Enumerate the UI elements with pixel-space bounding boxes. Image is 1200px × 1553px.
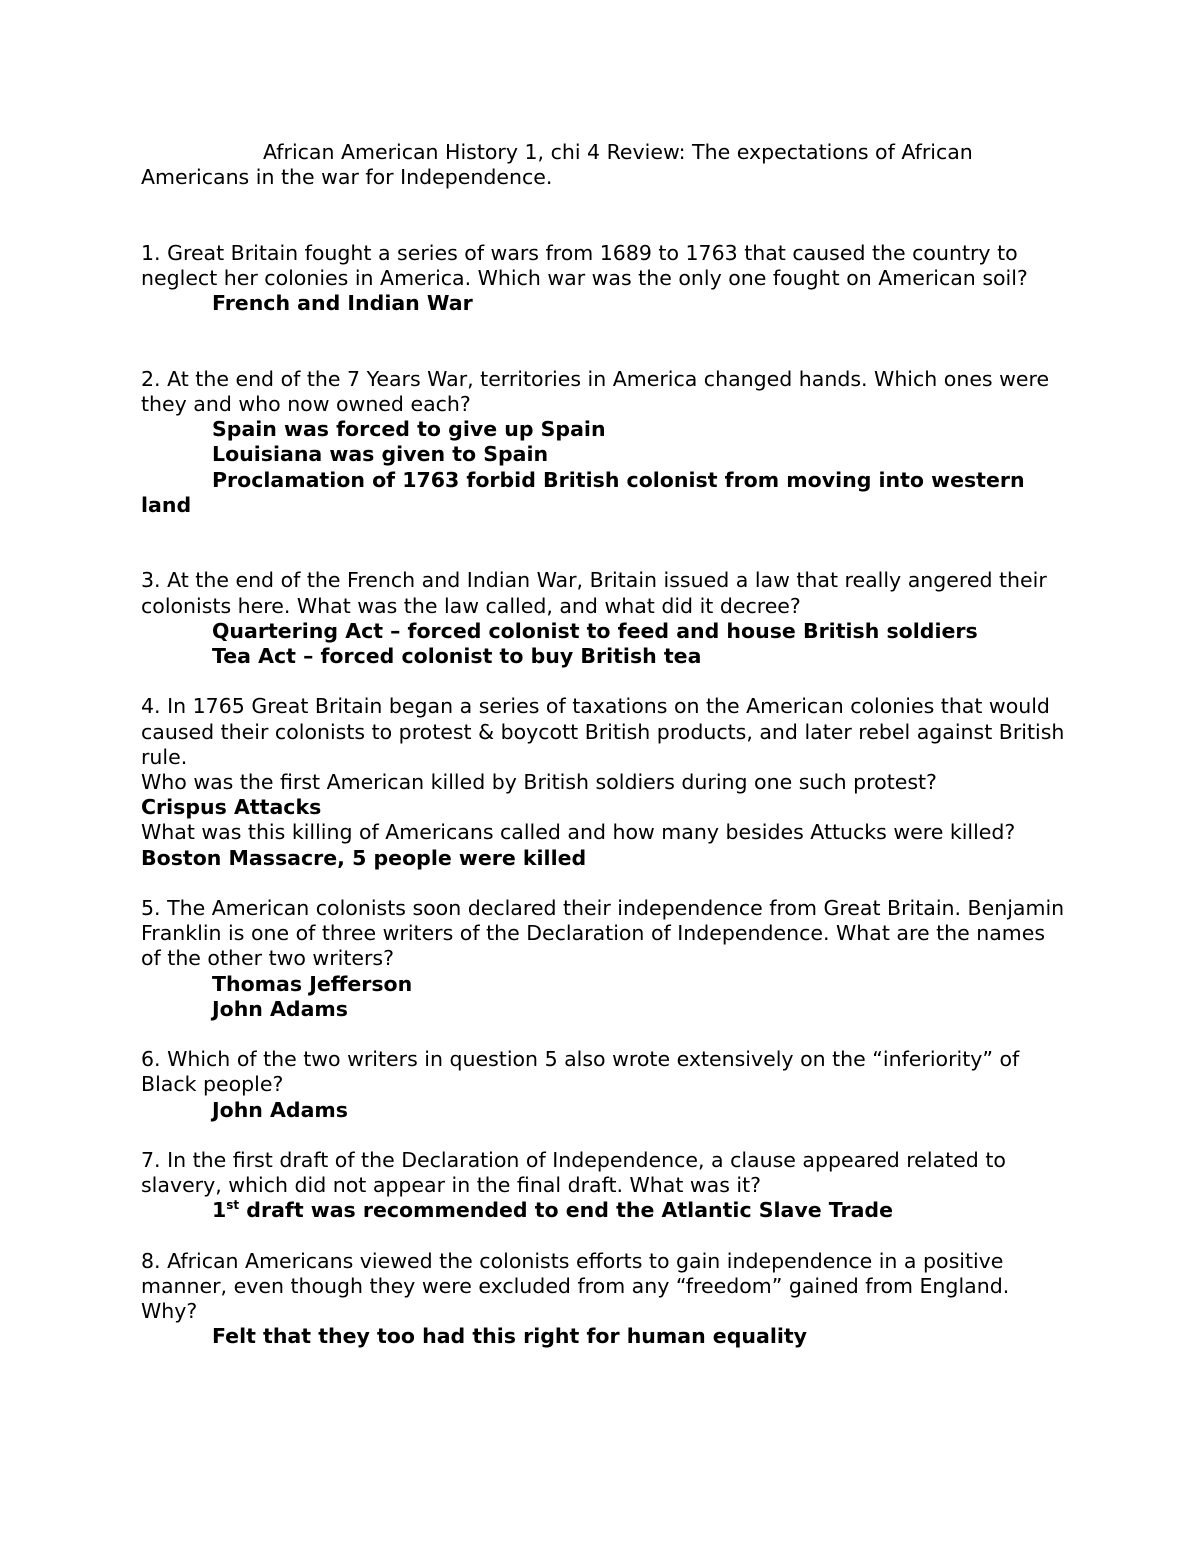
answer-2b: Louisiana was given to Spain: [212, 442, 549, 467]
spacer: [141, 1123, 1071, 1148]
answer-8: Felt that they too had this right for human equality: [212, 1324, 808, 1349]
question-4-sub2-text: What was this killing of Americans called and how many besides Attucks were killed?: [141, 820, 1016, 845]
question-4-sub2: [141, 820, 1071, 870]
answer-7-text: draft was recommended to end the Atlantic Slave Trade: [239, 1198, 894, 1223]
spacer: [141, 871, 1071, 896]
answer-6: John Adams: [212, 1097, 348, 1122]
answer-3a: Quartering Act – forced colonist to feed and house British soldiers: [212, 618, 978, 643]
answer-2a: Spain was forced to give up Spain: [212, 417, 606, 442]
answer-7-number: 1: [212, 1198, 227, 1223]
document-page: [141, 140, 1071, 1350]
document-title: African American History 1, chi 4 Review: The expectations of African Americans in the war for Independence.: [141, 140, 973, 190]
answer-4a: Crispus Attacks: [141, 795, 322, 820]
question-3: 3. At the end of the French and Indian War, Britain issued a law that really angered their colonists here. What was the law called, and what did it decree?: [141, 568, 1047, 618]
answer-3b: Tea Act – forced colonist to buy British tea: [212, 644, 702, 669]
question-1: 1. Great Britain fought a series of wars from 1689 to 1763 that caused the country to neglect her colonies in America. Which war was the only one fought on American soil?: [141, 240, 1028, 290]
question-7: 7. In the first draft of the Declaration of Independence, a clause appeared related to slavery, which did not appear in the final draft. What was it?: [141, 1148, 1006, 1198]
answer-1: French and Indian War: [212, 291, 473, 316]
answer-7: [141, 1198, 1071, 1223]
spacer: [141, 190, 1071, 240]
spacer: [141, 1224, 1071, 1249]
question-4: 4. In 1765 Great Britain began a series of taxations on the American colonies that would caused their colonists to protest & boycott British products, and later rebel against British rule.: [141, 694, 1065, 769]
answer-5b: John Adams: [212, 996, 348, 1021]
question-2: 2. At the end of the 7 Years War, territories in America changed hands. Which ones were they and who now owned each?: [141, 366, 1050, 416]
question-8: 8. African Americans viewed the colonists efforts to gain independence in a positive manner, even though they were excluded from any “freedom” gained from England. Why?: [141, 1248, 1010, 1324]
question-4-sub1: Who was the first American killed by British soldiers during one such protest?: [141, 770, 937, 795]
answer-2c: Proclamation of 1763 forbid British colonist from moving into western land: [141, 467, 1025, 517]
question-6: 6. Which of the two writers in question 5 also wrote extensively on the “inferiority” of Black people?: [141, 1047, 1020, 1097]
question-5: 5. The American colonists soon declared their independence from Great Britain. Benjamin Franklin is one of three writers of the Declaration of Independence. What are the names of the other two writers?: [141, 896, 1065, 971]
spacer: [141, 316, 1071, 366]
answer-5a: Thomas Jefferson: [212, 971, 413, 996]
answer-7-superscript: st: [226, 1198, 240, 1213]
spacer: [141, 669, 1071, 694]
answer-4b: Boston Massacre, 5 people were killed: [141, 845, 587, 870]
spacer: [141, 518, 1071, 568]
spacer: [141, 1022, 1071, 1047]
